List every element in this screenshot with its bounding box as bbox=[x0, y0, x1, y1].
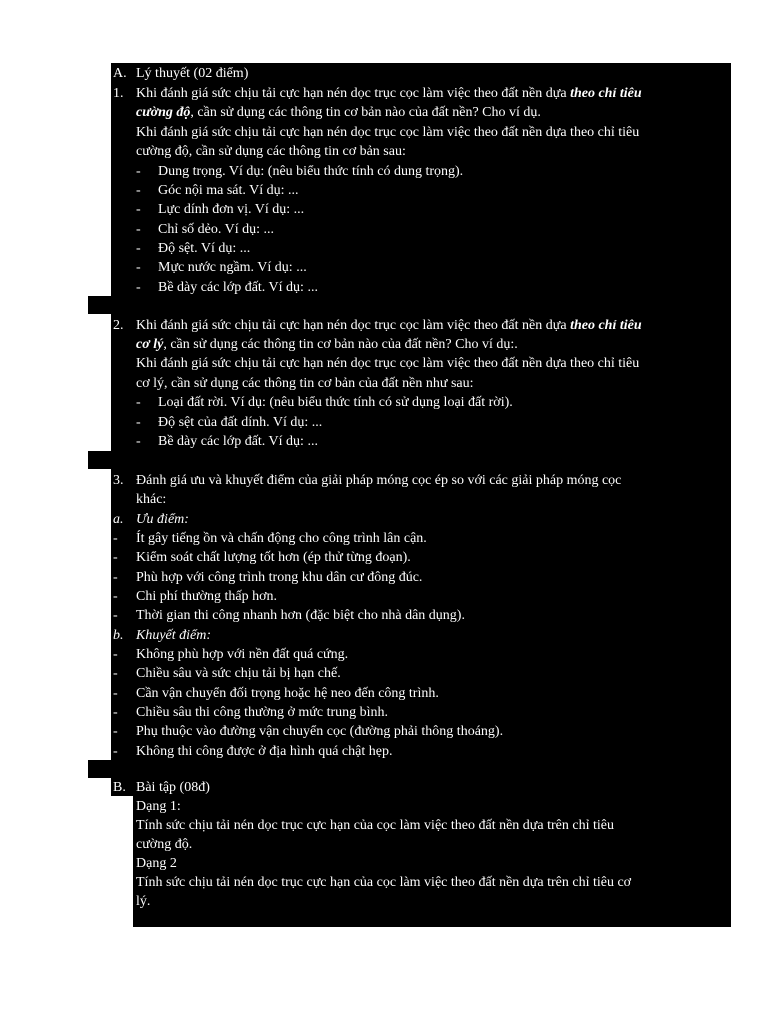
q2-answer-line-1: Khi đánh giá sức chịu tải cực hạn nén dọc trục cọc làm việc theo đất nền dựa theo chỉ tiêu bbox=[136, 356, 640, 371]
q2-bullet: Loại đất rời. Ví dụ: (nêu biểu thức tính có sử dụng loại đất rời). bbox=[158, 395, 513, 410]
q2-bullet: Độ sệt của đất dính. Ví dụ: ... bbox=[158, 415, 323, 430]
q2-question-text: , cần sử dụng các thông tin cơ bản nào của đất nền? Cho ví dụ:. bbox=[163, 337, 518, 352]
q2-emphasis: cơ lý bbox=[136, 337, 164, 352]
exercise-type-1-title: Dạng 1: bbox=[136, 799, 181, 814]
section-a-title: Lý thuyết (02 điểm) bbox=[136, 66, 249, 81]
advantage-item: Phù hợp với công trình trong khu dân cư đông đúc. bbox=[136, 570, 423, 585]
bullet-dash: - bbox=[136, 395, 141, 410]
q2-answer-line-2: cơ lý, cần sử dụng các thông tin cơ bản của đất nền như sau: bbox=[136, 376, 474, 391]
disadvantage-item: Không phù hợp với nền đất quá cứng. bbox=[136, 647, 349, 662]
bullet-dash: - bbox=[113, 686, 118, 701]
bullet-dash: - bbox=[113, 666, 118, 681]
q2-question-line-1 bbox=[136, 316, 642, 335]
q1-bullet: Bề dày các lớp đất. Ví dụ: ... bbox=[158, 280, 318, 295]
bullet-dash: - bbox=[113, 608, 118, 623]
disadvantage-item: Không thi công được ở địa hình quá chật hẹp. bbox=[136, 744, 393, 759]
q1-bullet: Góc nội ma sát. Ví dụ: ... bbox=[158, 183, 299, 198]
q2-question-line-2 bbox=[136, 335, 518, 354]
q1-answer-line-1: Khi đánh giá sức chịu tải cực hạn nén dọc trục cọc làm việc theo đất nền dựa theo chỉ tiêu bbox=[136, 125, 640, 140]
exercise-type-1-line-2: cường độ. bbox=[136, 837, 193, 852]
exercise-type-2-title: Dạng 2 bbox=[136, 856, 177, 871]
q2-number: 2. bbox=[113, 318, 124, 333]
highlight-gap-bar bbox=[88, 296, 731, 314]
highlight-gap-bar bbox=[88, 451, 731, 469]
q3-question-line-1: Đánh giá ưu và khuyết điểm của giải pháp móng cọc ép so với các giải pháp móng cọc bbox=[136, 473, 622, 488]
advantages-title: Ưu điểm: bbox=[136, 512, 189, 527]
advantage-item: Kiểm soát chất lượng tốt hơn (ép thử từng đoạn). bbox=[136, 550, 411, 565]
bullet-dash: - bbox=[113, 570, 118, 585]
section-a-marker: A. bbox=[113, 66, 127, 81]
disadvantage-item: Chiều sâu và sức chịu tải bị hạn chế. bbox=[136, 666, 341, 681]
bullet-dash: - bbox=[113, 647, 118, 662]
q1-answer-line-2: cường độ, cần sử dụng các thông tin cơ bản sau: bbox=[136, 144, 406, 159]
bullet-dash: - bbox=[136, 280, 141, 295]
q3-question-line-2: khác: bbox=[136, 492, 167, 507]
bullet-dash: - bbox=[136, 415, 141, 430]
q1-question-text: Khi đánh giá sức chịu tải cực hạn nén dọc trục cọc làm việc theo đất nền dựa bbox=[136, 86, 571, 101]
bullet-dash: - bbox=[136, 183, 141, 198]
bullet-dash: - bbox=[136, 434, 141, 449]
bullet-dash: - bbox=[136, 260, 141, 275]
q2-question-text: Khi đánh giá sức chịu tải cực hạn nén dọc trục cọc làm việc theo đất nền dựa bbox=[136, 318, 571, 333]
disadvantage-item: Cần vận chuyển đối trọng hoặc hệ neo đến công trình. bbox=[136, 686, 439, 701]
q2-emphasis: theo chỉ tiêu bbox=[570, 318, 642, 333]
bullet-dash: - bbox=[113, 531, 118, 546]
advantage-item: Ít gây tiếng ồn và chấn động cho công trình lân cận. bbox=[136, 531, 427, 546]
exercise-type-2-line-1: Tính sức chịu tải nén dọc trục cực hạn của cọc làm việc theo đất nền dựa trên chỉ tiêu cơ bbox=[136, 875, 632, 890]
advantage-item: Thời gian thi công nhanh hơn (đặc biệt cho nhà dân dụng). bbox=[136, 608, 465, 623]
bullet-dash: - bbox=[113, 744, 118, 759]
advantage-item: Chi phí thường thấp hơn. bbox=[136, 589, 278, 604]
section-b-marker: B. bbox=[113, 780, 126, 795]
q1-bullet: Chỉ số dẻo. Ví dụ: ... bbox=[158, 222, 275, 237]
exercise-type-2-line-2: lý. bbox=[136, 894, 151, 909]
q1-question-line-2 bbox=[136, 103, 541, 122]
q1-question-line-1 bbox=[136, 84, 642, 103]
q1-bullet: Lực dính đơn vị. Ví dụ: ... bbox=[158, 202, 305, 217]
q1-bullet: Độ sệt. Ví dụ: ... bbox=[158, 241, 251, 256]
exercise-type-1-line-1: Tính sức chịu tải nén dọc trục cực hạn của cọc làm việc theo đất nền dựa trên chỉ tiêu bbox=[136, 818, 614, 833]
q3-number: 3. bbox=[113, 473, 124, 488]
bullet-dash: - bbox=[113, 705, 118, 720]
q1-question-text: , cần sử dụng các thông tin cơ bản nào của đất nền? Cho ví dụ. bbox=[190, 105, 541, 120]
q1-number: 1. bbox=[113, 86, 124, 101]
disadvantages-marker: b. bbox=[113, 628, 124, 643]
disadvantage-item: Phụ thuộc vào đường vận chuyển cọc (đường phải thông thoáng). bbox=[136, 724, 504, 739]
q2-bullet: Bề dày các lớp đất. Ví dụ: ... bbox=[158, 434, 318, 449]
q1-emphasis: cường độ bbox=[136, 105, 191, 120]
bullet-dash: - bbox=[113, 589, 118, 604]
bullet-dash: - bbox=[136, 164, 141, 179]
disadvantages-title: Khuyết điểm: bbox=[136, 628, 212, 643]
section-b-title: Bài tập (08đ) bbox=[136, 780, 210, 795]
bullet-dash: - bbox=[136, 241, 141, 256]
advantages-marker: a. bbox=[113, 512, 124, 527]
bullet-dash: - bbox=[136, 202, 141, 217]
q1-bullet: Mực nước ngầm. Ví dụ: ... bbox=[158, 260, 307, 275]
disadvantage-item: Chiều sâu thi công thường ở mức trung bình. bbox=[136, 705, 389, 720]
bullet-dash: - bbox=[136, 222, 141, 237]
q1-emphasis: theo chỉ tiêu bbox=[570, 86, 642, 101]
q1-bullet: Dung trọng. Ví dụ: (nêu biểu thức tính có dung trọng). bbox=[158, 164, 464, 179]
highlight-gap-bar bbox=[88, 760, 731, 778]
bullet-dash: - bbox=[113, 550, 118, 565]
bullet-dash: - bbox=[113, 724, 118, 739]
